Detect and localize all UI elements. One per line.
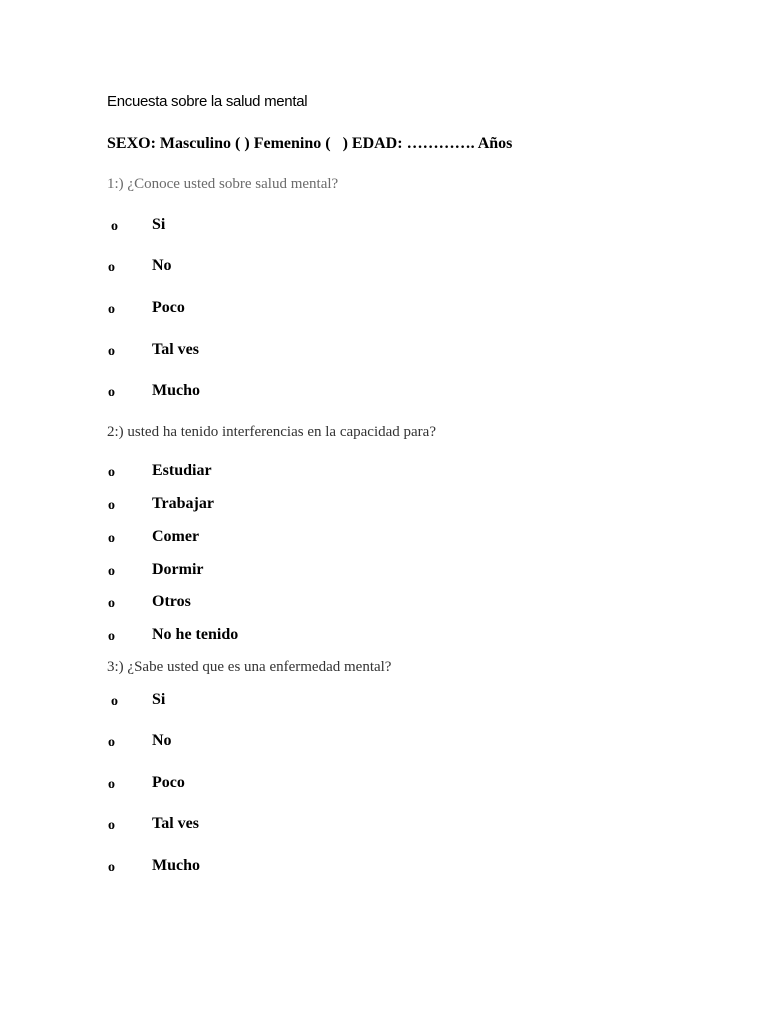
- q2-option-no-he-tenido: No he tenido: [152, 626, 239, 643]
- q1-option-no: No: [152, 257, 172, 274]
- bullet-icon: o: [108, 498, 115, 513]
- q2-option-otros: Otros: [152, 593, 191, 610]
- masculino-paren-close: ): [244, 135, 250, 152]
- bullet-icon: o: [108, 777, 115, 792]
- sexo-label: SEXO:: [107, 135, 156, 152]
- q2-option-estudiar: Estudiar: [152, 462, 212, 479]
- q1-option-tal-ves: Tal ves: [152, 341, 199, 358]
- question-2-text: 2:) usted ha tenido interferencias en la capacidad para?: [107, 424, 436, 440]
- edad-dots: ………….: [406, 135, 475, 152]
- bullet-icon: o: [108, 531, 115, 546]
- bullet-icon: o: [108, 596, 115, 611]
- bullet-icon: o: [108, 735, 115, 750]
- bullet-icon: o: [108, 302, 115, 317]
- q3-option-tal-ves: Tal ves: [152, 815, 199, 832]
- bullet-icon: o: [108, 818, 115, 833]
- question-3-text: 3:) ¿Sabe usted que es una enfermedad mental?: [107, 659, 392, 675]
- masculino-option: Masculino (: [159, 135, 241, 152]
- anos-label: Años: [477, 135, 513, 152]
- bullet-icon: o: [108, 344, 115, 359]
- q2-option-trabajar: Trabajar: [152, 495, 214, 512]
- bullet-icon: o: [111, 219, 118, 234]
- q2-option-comer: Comer: [152, 528, 200, 545]
- q1-option-mucho: Mucho: [152, 382, 200, 399]
- sexo-edad-line: [107, 135, 512, 153]
- q1-option-poco: Poco: [152, 299, 185, 316]
- bullet-icon: o: [108, 465, 115, 480]
- document-title: Encuesta sobre la salud mental: [107, 93, 308, 110]
- bullet-icon: o: [111, 694, 118, 709]
- q2-option-dormir: Dormir: [152, 561, 204, 578]
- question-1-text: 1:) ¿Conoce usted sobre salud mental?: [107, 176, 339, 192]
- q3-option-si: Si: [152, 691, 166, 708]
- femenino-option: Femenino (: [253, 135, 331, 152]
- edad-label: EDAD:: [351, 135, 403, 152]
- q3-option-poco: Poco: [152, 774, 185, 791]
- bullet-icon: o: [108, 385, 115, 400]
- q3-option-mucho: Mucho: [152, 857, 200, 874]
- bullet-icon: o: [108, 564, 115, 579]
- femenino-paren-close: ): [342, 135, 348, 152]
- bullet-icon: o: [108, 260, 115, 275]
- bullet-icon: o: [108, 860, 115, 875]
- bullet-icon: o: [108, 629, 115, 644]
- q3-option-no: No: [152, 732, 172, 749]
- q1-option-si: Si: [152, 216, 166, 233]
